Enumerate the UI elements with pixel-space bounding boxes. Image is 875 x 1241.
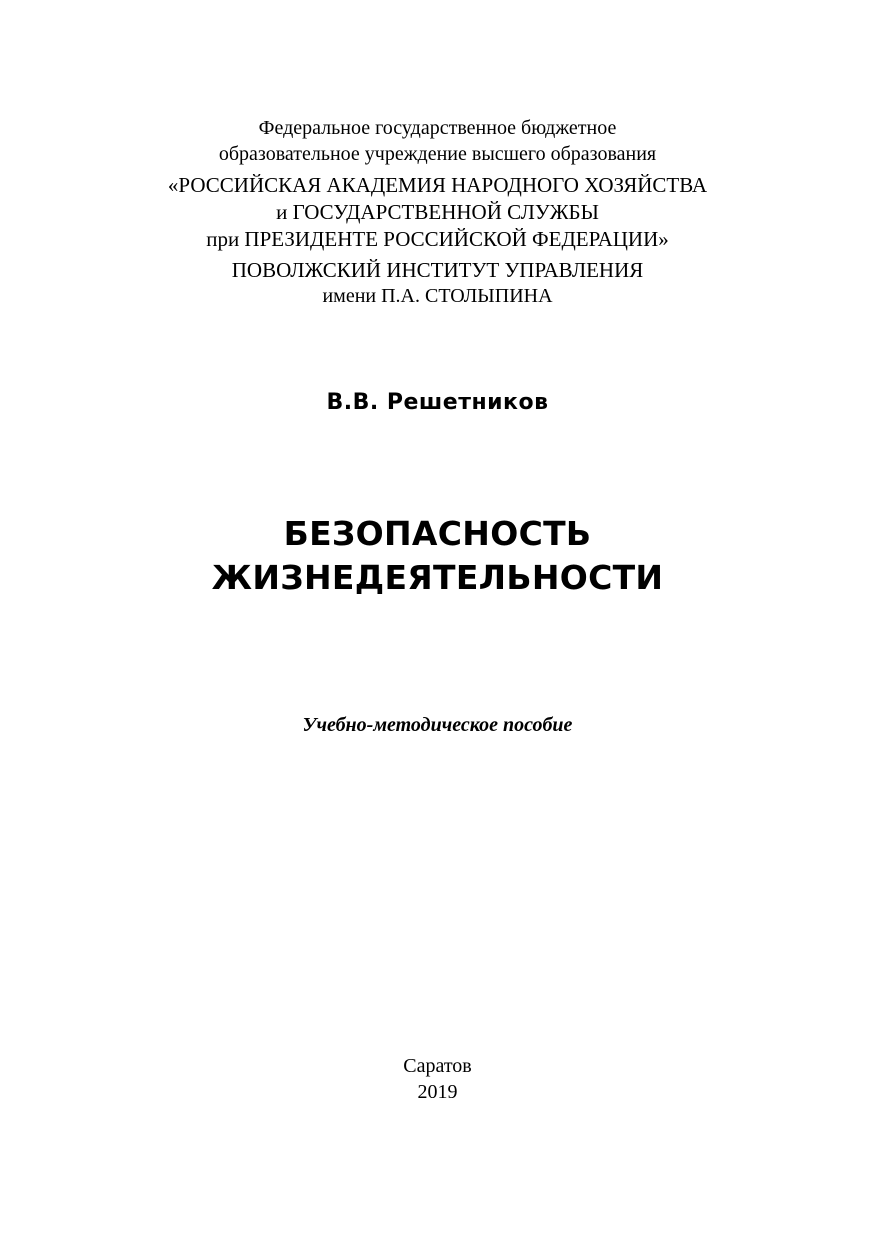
book-title-line-2: ЖИЗНЕДЕЯТЕЛЬНОСТИ: [211, 558, 664, 597]
institution-line-1: Федеральное государственное бюджетное: [258, 117, 617, 139]
institution-line-6: ПОВОЛЖСКИЙ ИНСТИТУТ УПРАВЛЕНИЯ: [231, 258, 644, 282]
institution-line-5: при ПРЕЗИДЕНТЕ РОССИЙСКОЙ ФЕДЕРАЦИИ»: [206, 227, 669, 251]
institution-line-2: образовательное учреждение высшего образования: [218, 143, 657, 165]
institution-line-3: «РОССИЙСКАЯ АКАДЕМИЯ НАРОДНОГО ХОЗЯЙСТВА: [167, 173, 708, 197]
book-subtitle: Учебно-методическое пособие: [302, 714, 573, 736]
institution-line-4: и ГОСУДАРСТВЕННОЙ СЛУЖБЫ: [276, 200, 599, 224]
book-title-line-1: БЕЗОПАСНОСТЬ: [283, 514, 592, 553]
author-name: В.В. Решетников: [326, 390, 549, 415]
imprint-year: 2019: [417, 1081, 458, 1103]
institution-line-7: имени П.А. СТОЛЫПИНА: [322, 285, 553, 307]
imprint-city: Саратов: [403, 1055, 472, 1077]
